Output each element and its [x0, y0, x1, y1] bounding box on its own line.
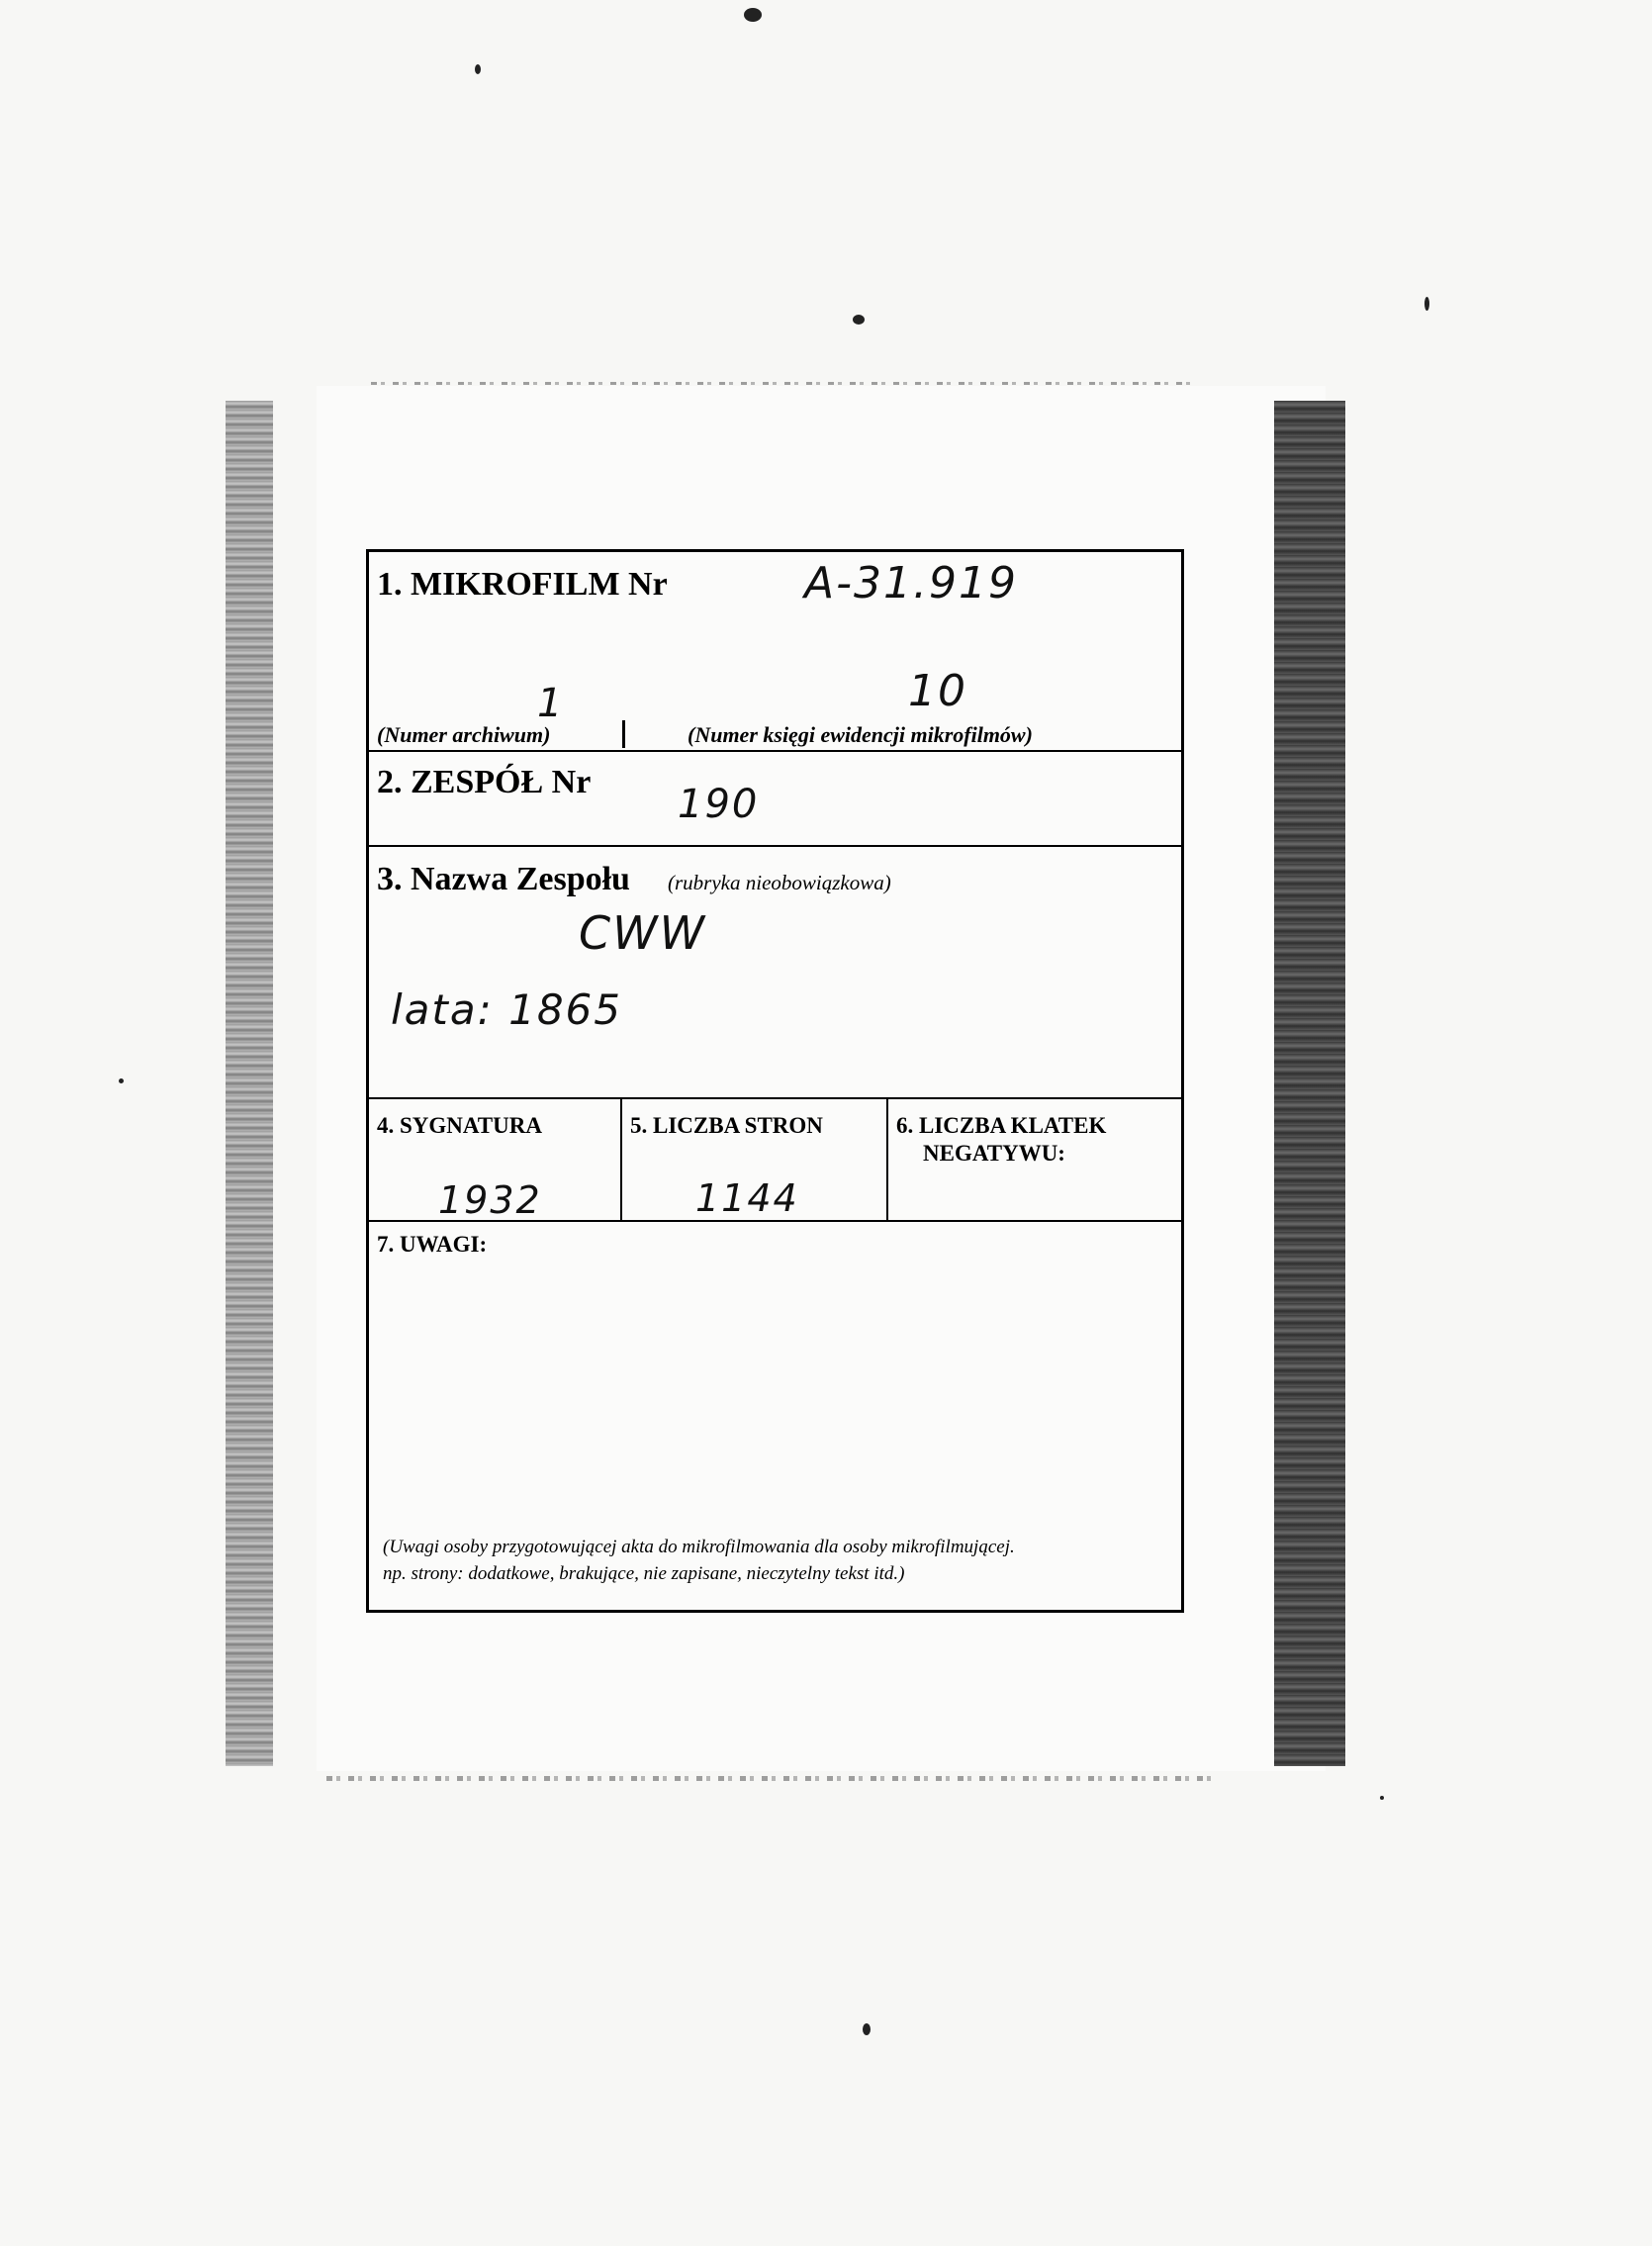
signature-label: 4. SYGNATURA	[377, 1113, 542, 1138]
fonds-name-handwritten: CWW	[579, 906, 707, 960]
fonds-name-label: 3. Nazwa Zespołu	[377, 861, 630, 897]
archive-number-handwritten: 1	[537, 681, 565, 726]
fonds-years-handwritten: lata: 1865	[391, 985, 622, 1034]
register-number-caption: (Numer księgi ewidencji mikrofilmów)	[688, 722, 1033, 747]
signature-handwritten: 1932	[438, 1178, 542, 1222]
fonds-label: 2. ZESPÓŁ Nr	[377, 764, 592, 800]
microfilm-number-handwritten: A-31.919	[804, 558, 1018, 608]
scan-speck	[1380, 1796, 1384, 1800]
remarks-footnote-line2: np. strony: dodatkowe, brakujące, nie zapisane, nieczytelny tekst itd.)	[383, 1563, 905, 1584]
page-count-label: 5. LICZBA STRON	[630, 1113, 823, 1138]
scan-edge-left	[226, 401, 273, 1766]
remarks-label: 7. UWAGI:	[377, 1232, 488, 1257]
page-count-handwritten: 1144	[695, 1176, 799, 1220]
frame-count-label: 6. LICZBA KLATEK	[896, 1113, 1107, 1138]
scan-speck	[475, 64, 481, 74]
fonds-row	[369, 752, 1181, 847]
archive-number-caption: (Numer archiwum)	[377, 722, 551, 747]
scan-speck	[863, 2023, 871, 2035]
column-divider	[886, 1099, 888, 1220]
scan-speck	[853, 315, 865, 325]
scan-edge-right	[1274, 401, 1345, 1766]
frame-count-label-line2: NEGATYWU:	[923, 1141, 1065, 1166]
microfilm-row	[369, 552, 1181, 752]
scan-edge-bottom	[326, 1776, 1217, 1781]
register-number-handwritten: 10	[908, 666, 967, 716]
fonds-name-row	[369, 847, 1181, 1099]
scan-speck	[119, 1078, 124, 1083]
counts-row	[369, 1099, 1181, 1222]
scan-edge-top	[371, 382, 1192, 385]
microfilm-form	[366, 549, 1184, 1613]
fonds-name-optional-note: (rubryka nieobowiązkowa)	[668, 871, 891, 894]
remarks-row	[369, 1222, 1181, 1613]
caption-divider	[622, 720, 625, 748]
scan-speck	[744, 8, 762, 22]
scan-speck	[1424, 297, 1429, 311]
column-divider	[620, 1099, 622, 1220]
microfilm-label: 1. MIKROFILM Nr	[377, 566, 668, 603]
remarks-footnote-line1: (Uwagi osoby przygotowującej akta do mikrofilmowania dla osoby mikrofilmującej.	[383, 1537, 1015, 1557]
fonds-number-handwritten: 190	[678, 782, 760, 827]
